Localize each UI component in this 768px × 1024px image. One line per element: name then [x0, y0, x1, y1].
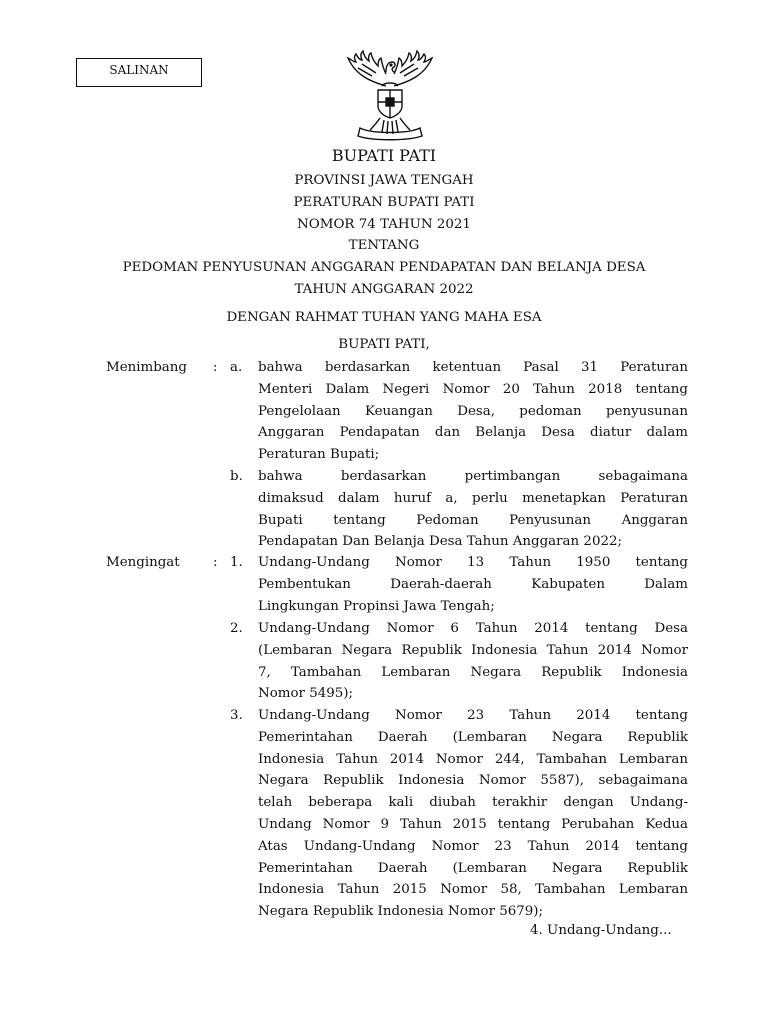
document-header-lines: [0, 170, 768, 301]
text-line: (Lembaran Negara Republik Indonesia Tahun 2014 Nomor: [258, 642, 688, 658]
text-line: Negara Republik Indonesia Nomor 5587), sebagaimana: [258, 773, 688, 789]
mengingat-item-2-number: 2.: [230, 621, 243, 636]
text-line: Undang Nomor 9 Tahun 2015 tentang Perubahan Kedua: [258, 816, 688, 832]
regent-comma-line: BUPATI PATI,: [338, 337, 430, 352]
document-header: [0, 145, 768, 167]
regulation-number-line: NOMOR 74 TAHUN 2021: [297, 216, 471, 232]
mengingat-colon: :: [213, 555, 218, 570]
text-line: Undang-Undang Nomor 23 Tahun 2014 tentang: [258, 708, 688, 723]
regent-comma-block: [0, 334, 768, 356]
text-line: Anggaran Pendapatan dan Belanja Desa diatur dalam: [258, 425, 688, 441]
garuda-emblem-icon: [342, 46, 438, 142]
text-line: Indonesia Tahun 2014 Nomor 244, Tambahan Lembaran: [258, 751, 688, 767]
text-line: Pemerintahan Daerah (Lembaran Negara Republik: [258, 729, 688, 745]
menimbang-item-a-text: [258, 357, 688, 466]
text-line: Indonesia Tahun 2015 Nomor 58, Tambahan Lembaran: [258, 882, 688, 898]
mengingat-item-3-number: 3.: [230, 708, 243, 723]
text-line: Pembentukan Daerah-daerah Kabupaten Dalam: [258, 576, 688, 592]
text-line: Peraturan Bupati;: [258, 447, 380, 463]
text-line: Pengelolaan Keuangan Desa, pedoman penyusunan: [258, 403, 688, 419]
text-line: Negara Republik Indonesia Nomor 5679);: [258, 904, 544, 920]
text-line: Nomor 5495);: [258, 686, 354, 702]
about-line: TENTANG: [348, 238, 420, 254]
text-line: Undang-Undang Nomor 13 Tahun 1950 tentang: [258, 555, 688, 570]
page-continuation: 4. Undang-Undang...: [530, 923, 672, 938]
text-line: Lingkungan Propinsi Jawa Tengah;: [258, 598, 495, 614]
text-line: telah beberapa kali diubah terakhir dengan Undang-: [258, 795, 688, 811]
mengingat-item-3-text: [258, 705, 688, 923]
subject-line-1: PEDOMAN PENYUSUNAN ANGGARAN PENDAPATAN DAN BELANJA DESA: [122, 260, 646, 276]
text-line: Menteri Dalam Negeri Nomor 20 Tahun 2018 tentang: [258, 381, 688, 397]
text-line: Atas Undang-Undang Nomor 23 Tahun 2014 tentang: [258, 838, 688, 854]
mengingat-label: Mengingat: [106, 555, 180, 570]
menimbang-colon: :: [213, 360, 218, 375]
text-line: bahwa berdasarkan ketentuan Pasal 31 Peraturan: [258, 360, 688, 375]
menimbang-item-a-number: a.: [230, 360, 243, 375]
text-line: Pemerintahan Daerah (Lembaran Negara Republik: [258, 860, 688, 876]
menimbang-label: Menimbang: [106, 360, 187, 375]
text-line: dimaksud dalam huruf a, perlu menetapkan Peraturan: [258, 490, 688, 506]
text-line: 7, Tambahan Lembaran Negara Republik Indonesia: [258, 664, 688, 680]
mengingat-item-1-text: [258, 552, 688, 617]
invocation-block: [0, 307, 768, 329]
subject-line-2: TAHUN ANGGARAN 2022: [294, 281, 474, 297]
menimbang-item-b-number: b.: [230, 469, 243, 484]
text-line: Bupati tentang Pedoman Penyusunan Anggaran: [258, 512, 688, 528]
province-line: PROVINSI JAWA TENGAH: [294, 173, 474, 188]
mengingat-item-2-text: [258, 618, 688, 705]
text-line: Pendapatan Dan Belanja Desa Tahun Anggaran 2022;: [258, 534, 623, 550]
mengingat-item-1-number: 1.: [230, 555, 243, 570]
text-line: Undang-Undang Nomor 6 Tahun 2014 tentang Desa: [258, 621, 688, 636]
invocation-line: DENGAN RAHMAT TUHAN YANG MAHA ESA: [226, 310, 542, 325]
menimbang-item-b-text: [258, 466, 688, 553]
text-line: bahwa berdasarkan pertimbangan sebagaimana: [258, 469, 688, 484]
salinan-stamp: SALINAN: [76, 58, 202, 87]
regent-title: BUPATI PATI: [331, 146, 437, 165]
regulation-type-line: PERATURAN BUPATI PATI: [293, 194, 475, 210]
